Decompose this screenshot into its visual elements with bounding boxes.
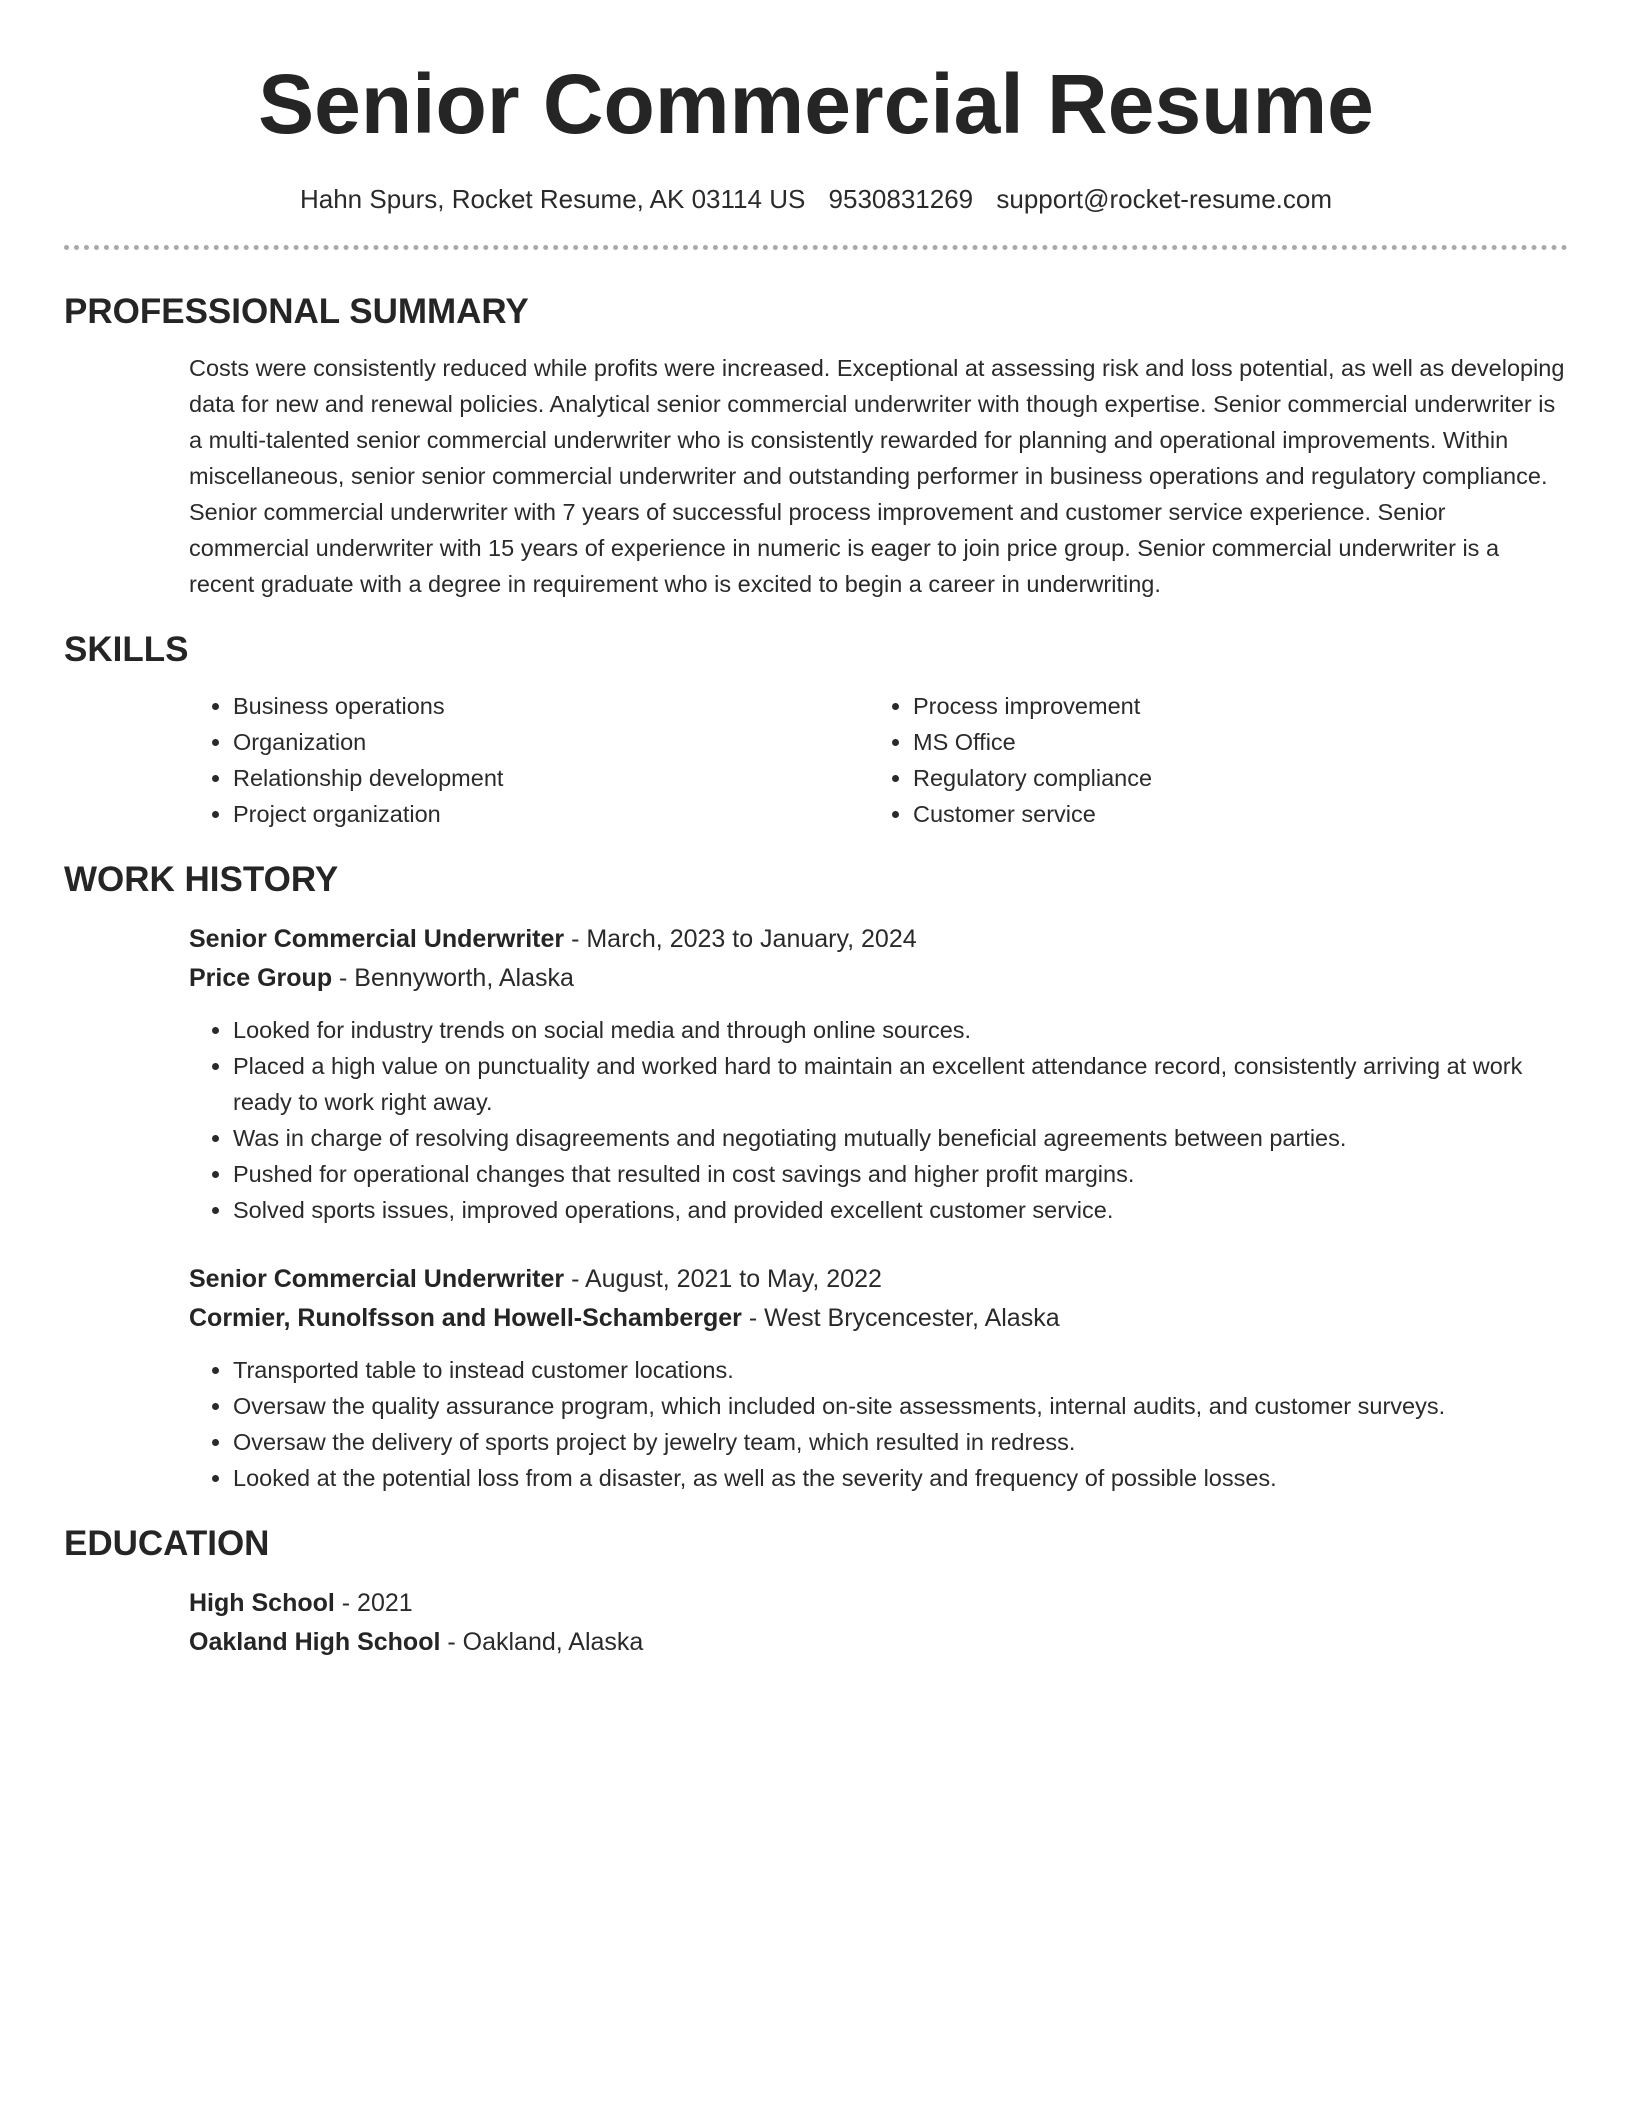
job-location: - Bennyworth, Alaska — [332, 964, 574, 992]
resume-page — [64, 0, 1568, 1662]
job-duty: • Was in charge of resolving disagreements and negotiating mutually beneficial agreements between parties. — [233, 1120, 1568, 1156]
education-heading: EDUCATION — [64, 1524, 270, 1563]
resume-title: Senior Commercial Resume — [258, 57, 1374, 151]
skill-item: • MS Office — [913, 724, 1549, 760]
job-entry — [64, 920, 1568, 1228]
skill-item: • Relationship development — [233, 760, 869, 796]
work-history-section — [64, 858, 1568, 1496]
summary-section — [64, 290, 1568, 602]
job-duty: • Transported table to instead customer locations. — [233, 1352, 1568, 1388]
education-school: Oakland High School — [189, 1628, 441, 1656]
education-degree-line — [189, 1584, 1568, 1623]
job-duty: • Solved sports issues, improved operations, and provided excellent customer service. — [233, 1192, 1568, 1228]
skill-item: • Customer service — [913, 796, 1549, 832]
contact-email: support@rocket-resume.com — [996, 184, 1333, 214]
job-position: Senior Commercial Underwriter — [189, 925, 565, 953]
skills-section — [64, 628, 1568, 832]
job-position: Senior Commercial Underwriter — [189, 1265, 565, 1293]
contact-phone: 9530831269 — [828, 184, 974, 214]
skill-item: • Organization — [233, 724, 869, 760]
work-history-heading: WORK HISTORY — [64, 860, 339, 899]
job-duty: • Looked at the potential loss from a disaster, as well as the severity and frequency of possible losses. — [233, 1460, 1568, 1496]
skills-column-left — [189, 688, 869, 832]
job-location: - West Brycencester, Alaska — [741, 1304, 1060, 1332]
contact-info — [64, 182, 1568, 216]
job-company-line — [189, 1299, 1568, 1338]
skill-item: • Regulatory compliance — [913, 760, 1549, 796]
education-year: - 2021 — [334, 1589, 413, 1617]
education-degree: High School — [189, 1589, 335, 1617]
summary-heading: PROFESSIONAL SUMMARY — [64, 292, 529, 331]
job-duty: • Oversaw the delivery of sports project by jewelry team, which resulted in redress. — [233, 1424, 1568, 1460]
skill-item: • Business operations — [233, 688, 869, 724]
job-dates: - August, 2021 to May, 2022 — [564, 1265, 882, 1293]
header-divider — [64, 245, 1568, 250]
summary-text: Costs were consistently reduced while profits were increased. Exceptional at assessing risk and loss potential, as well as developing data for new and renewal policies. Analytical senior commercial underwriter with though expertise. Senior commercial underwriter is a multi-talented senior commercial underwriter who is consistently rewarded for planning and operational improvements. Within miscellaneous, senior senior commercial underwriter and outstanding performer in business operations and regulatory compliance. Senior commercial underwriter with 7 years of successful process improvement and customer service experience. Senior commercial underwriter with 15 years of experience in numeric is eager to join price group. Senior commercial underwriter is a recent graduate with a degree in requirement who is excited to begin a career in underwriting. — [189, 355, 1565, 597]
skill-item: • Project organization — [233, 796, 869, 832]
job-dates: - March, 2023 to January, 2024 — [564, 925, 917, 953]
contact-address: Hahn Spurs, Rocket Resume, AK 03114 US — [299, 184, 806, 214]
job-duties — [189, 1012, 1568, 1228]
education-entry — [64, 1584, 1568, 1662]
job-duty: • Looked for industry trends on social media and through online sources. — [233, 1012, 1568, 1048]
job-company: Price Group — [189, 964, 333, 992]
job-duty: • Pushed for operational changes that resulted in cost savings and higher profit margins. — [233, 1156, 1568, 1192]
job-duty: • Placed a high value on punctuality and worked hard to maintain an excellent attendance record, consistently arriving at work ready to work right away. — [233, 1048, 1568, 1120]
job-title-line — [189, 920, 1568, 959]
job-entry — [64, 1260, 1568, 1496]
job-company-line — [189, 959, 1568, 998]
education-location: - Oakland, Alaska — [440, 1628, 644, 1656]
skills-column-right — [869, 688, 1549, 832]
skills-heading: SKILLS — [64, 630, 189, 669]
job-company: Cormier, Runolfsson and Howell-Schamberger — [189, 1304, 742, 1332]
education-section — [64, 1522, 1568, 1662]
education-school-line — [189, 1623, 1568, 1662]
job-duties — [189, 1352, 1568, 1496]
skills-grid — [64, 688, 1568, 832]
skill-item: • Process improvement — [913, 688, 1549, 724]
job-duty: • Oversaw the quality assurance program, which included on-site assessments, internal audits, and customer surveys. — [233, 1388, 1568, 1424]
job-title-line — [189, 1260, 1568, 1299]
